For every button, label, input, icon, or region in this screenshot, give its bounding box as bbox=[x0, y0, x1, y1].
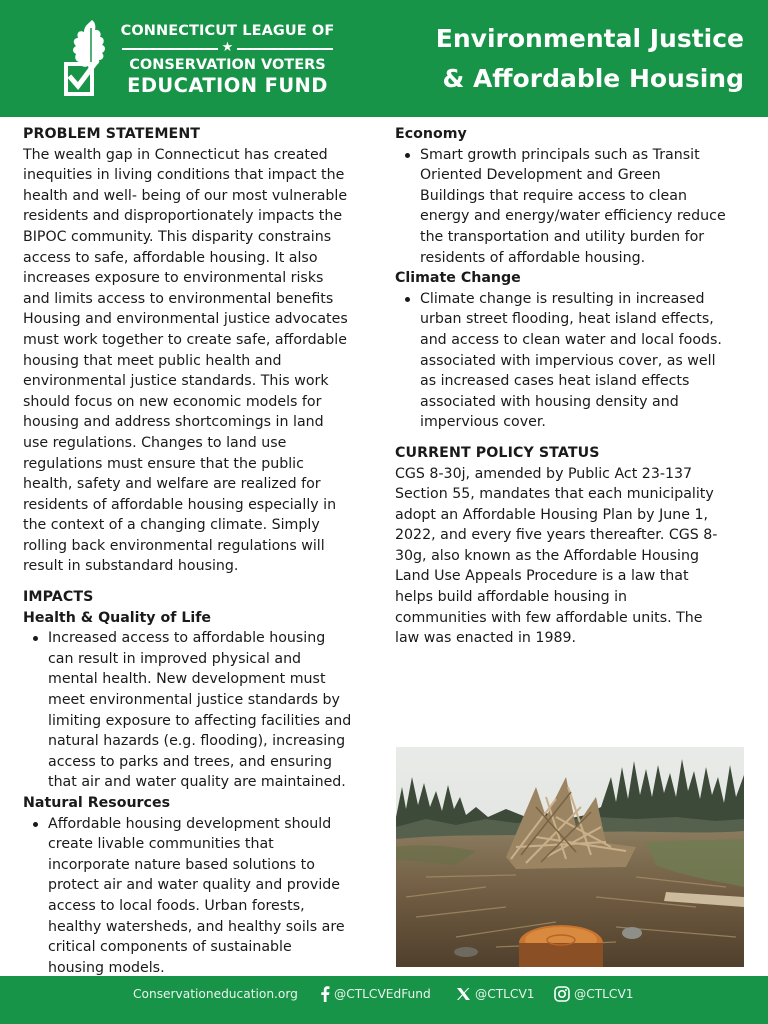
problem-line: must work together to create safe, affordable bbox=[23, 331, 347, 348]
org-line-1: CONNECTICUT LEAGUE OF bbox=[120, 23, 335, 39]
impacts-heading: IMPACTS bbox=[23, 589, 94, 606]
website-link[interactable] bbox=[133, 986, 298, 1002]
natural-resources-heading: Natural Resources bbox=[23, 795, 171, 811]
problem-line: health and well- being of our most vulnerable bbox=[23, 187, 348, 204]
problem-line: rolling back environmental regulations will bbox=[23, 537, 325, 554]
natural-resources-bullet bbox=[23, 814, 375, 979]
climate-line: urban street flooding, heat island effects, bbox=[420, 311, 714, 328]
health-line: limiting exposure to affecting facilities and bbox=[48, 712, 352, 729]
problem-line: residents and disproportionately impacts the bbox=[23, 208, 343, 225]
climate-line: associated with housing density and bbox=[420, 393, 679, 410]
org-line-2: CONSERVATION VOTERS bbox=[129, 57, 326, 73]
economy-line: energy and energy/water efficiency reduce bbox=[420, 208, 726, 225]
health-line: can result in improved physical and bbox=[48, 650, 302, 667]
title-line-2: & Affordable Housing bbox=[442, 64, 744, 93]
x-handle: @CTLCV1 bbox=[475, 987, 535, 1001]
oak-leaf-checkbox-logo bbox=[62, 18, 114, 98]
policy-line: Section 55, mandates that each municipality bbox=[395, 486, 714, 503]
economy-bullet bbox=[395, 145, 747, 269]
policy-line: helps build affordable housing in bbox=[395, 589, 628, 606]
problem-line: housing that meet public health and bbox=[23, 352, 282, 369]
spacer bbox=[23, 577, 375, 587]
problem-line: use regulations. Changes to land use bbox=[23, 434, 287, 451]
policy-line: law was enacted in 1989. bbox=[395, 630, 577, 647]
health-heading: Health & Quality of Life bbox=[23, 609, 212, 626]
footer-bar bbox=[0, 976, 768, 1024]
left-column bbox=[23, 124, 375, 978]
natural-line: critical components of sustainable bbox=[48, 939, 292, 956]
natural-line: access to local foods. Urban forests, bbox=[48, 897, 305, 914]
clearcut-forest-photo bbox=[396, 747, 744, 967]
health-list bbox=[23, 628, 375, 793]
spacer bbox=[395, 433, 747, 443]
climate-list bbox=[395, 289, 747, 433]
policy-heading: CURRENT POLICY STATUS bbox=[395, 444, 600, 461]
facebook-link[interactable] bbox=[320, 986, 431, 1002]
health-line: access to parks and trees, and ensuring bbox=[48, 753, 332, 770]
climate-line: as increased cases heat island effects bbox=[420, 373, 690, 390]
health-bullet bbox=[23, 628, 375, 793]
health-line: natural hazards (e.g. flooding), increasing bbox=[48, 733, 346, 750]
org-line-3: EDUCATION FUND bbox=[127, 74, 328, 97]
natural-line: Affordable housing development should bbox=[48, 815, 332, 832]
organization-name bbox=[120, 22, 335, 97]
natural-line: protect air and water quality and provide bbox=[48, 877, 341, 894]
climate-line: Climate change is resulting in increased bbox=[420, 290, 705, 307]
header-banner bbox=[0, 0, 768, 117]
economy-line: Smart growth principals such as Transit bbox=[420, 146, 700, 163]
economy-line: residents of affordable housing. bbox=[420, 249, 646, 266]
problem-line: residents of affordable housing especially in bbox=[23, 496, 337, 513]
policy-line: adopt an Affordable Housing Plan by June 1, bbox=[395, 506, 709, 523]
instagram-icon bbox=[554, 986, 570, 1002]
climate-line: associated with impervious cover, as well bbox=[420, 352, 716, 369]
economy-list bbox=[395, 145, 747, 269]
climate-line: impervious cover. bbox=[420, 414, 546, 431]
health-line: meet environmental justice standards by bbox=[48, 692, 340, 709]
climate-line: and access to clean water and local foods. bbox=[420, 331, 722, 348]
natural-line: healthy watersheds, and healthy soils are bbox=[48, 918, 345, 935]
problem-line: The wealth gap in Connecticut has created bbox=[23, 146, 328, 163]
facebook-icon bbox=[320, 986, 330, 1002]
title-line-1: Environmental Justice bbox=[435, 24, 744, 53]
problem-line: environmental justice standards. This work bbox=[23, 373, 329, 390]
policy-line: 30g, also known as the Affordable Housing bbox=[395, 547, 699, 564]
instagram-handle: @CTLCV1 bbox=[574, 987, 634, 1001]
policy-line: 2022, and every five years thereafter. CGS 8- bbox=[395, 527, 718, 544]
problem-line: housing and address shortcomings in land bbox=[23, 414, 324, 431]
health-line: mental health. New development must bbox=[48, 671, 326, 688]
economy-heading: Economy bbox=[395, 126, 467, 142]
problem-line: regulations must ensure that the public bbox=[23, 455, 304, 472]
problem-line: result in substandard housing. bbox=[23, 558, 239, 575]
policy-text bbox=[395, 464, 747, 649]
right-column bbox=[395, 124, 747, 649]
economy-line: Oriented Development and Green bbox=[420, 167, 661, 184]
climate-heading: Climate Change bbox=[395, 270, 521, 287]
economy-line: Buildings that require access to clean bbox=[420, 187, 687, 204]
instagram-link[interactable] bbox=[554, 986, 634, 1002]
climate-bullet bbox=[395, 289, 747, 433]
policy-line: communities with few affordable units. The bbox=[395, 609, 703, 626]
natural-line: create livable communities that bbox=[48, 836, 274, 853]
problem-line: access to safe, affordable housing. It also bbox=[23, 249, 318, 266]
problem-line: increases exposure to environmental risks bbox=[23, 270, 324, 287]
policy-line: Land Use Appeals Procedure is a law that bbox=[395, 568, 689, 585]
health-line: that air and water quality are maintained. bbox=[48, 774, 346, 791]
health-line: Increased access to affordable housing bbox=[48, 630, 326, 647]
problem-line: the context of a changing climate. Simply bbox=[23, 517, 320, 534]
policy-line: CGS 8-30j, amended by Public Act 23-137 bbox=[395, 465, 693, 482]
problem-line: and limits access to environmental benefits bbox=[23, 290, 334, 307]
economy-line: the transportation and utility burden for bbox=[420, 228, 705, 245]
problem-line: BIPOC community. This disparity constrains bbox=[23, 228, 332, 245]
problem-line: inequities in living conditions that impact the bbox=[23, 167, 345, 184]
problem-line: should focus on new economic models for bbox=[23, 393, 322, 410]
star-icon: ★ bbox=[221, 40, 234, 55]
natural-resources-list bbox=[23, 814, 375, 979]
page-title bbox=[436, 19, 744, 99]
problem-heading: PROBLEM STATEMENT bbox=[23, 126, 201, 142]
org-divider bbox=[120, 40, 335, 55]
problem-line: Housing and environmental justice advocates bbox=[23, 311, 348, 328]
natural-line: housing models. bbox=[48, 959, 165, 976]
facebook-handle: @CTLCVEdFund bbox=[334, 987, 431, 1001]
website-text: Conservationeducation.org bbox=[133, 987, 298, 1001]
problem-statement bbox=[23, 145, 375, 577]
natural-line: incorporate nature based solutions to bbox=[48, 856, 315, 873]
problem-line: health, safety and welfare are realized for bbox=[23, 476, 321, 493]
x-link[interactable] bbox=[456, 986, 535, 1002]
x-icon bbox=[456, 987, 471, 1001]
